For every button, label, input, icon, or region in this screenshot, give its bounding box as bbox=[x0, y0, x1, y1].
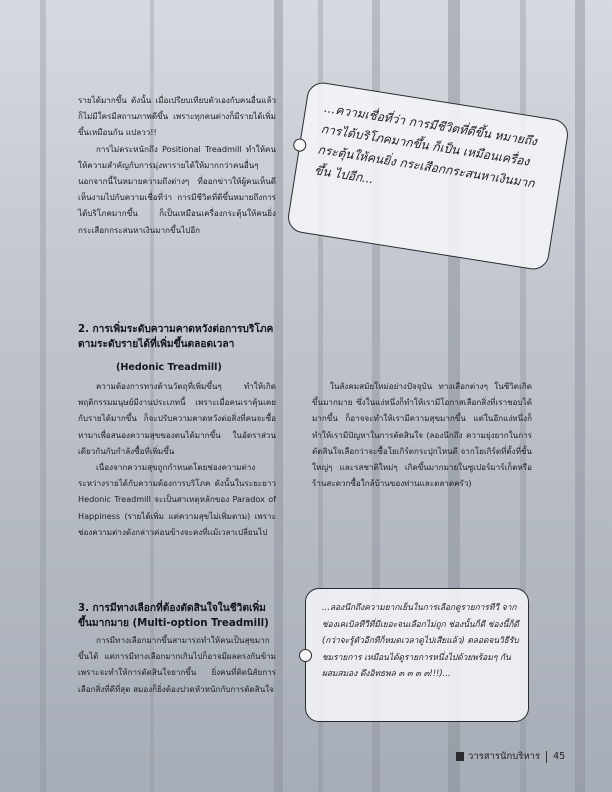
divider bbox=[546, 751, 547, 763]
paragraph: ความต้องการทางด้านวัตถุที่เพิ่มขึ้นๆ ทำให้เกิดพฤติกรรมมนุษย์มีงานประเภทนี้ เพราะเมื่อคนเราคุ้นเคยกับรายได้มากขึ้น ก็จะปรับความคาดหวังต่อสิ่งที่คนจะซื้อหามาเพื่อสนองความสุขของตนได้มากขึ้น ในอัตราส่วนเดียวกันกับกำลังซื้อที่เพิ่มขึ้น bbox=[78, 381, 276, 456]
left-column-bottom bbox=[78, 632, 276, 697]
section-heading-3: 3. การมีทางเลือกที่ต้องตัดสินใจในชีวิตเพิ่ม ขึ้นมากมาย (Multi-option Treadmill) bbox=[78, 603, 269, 629]
quote-box-1 bbox=[286, 80, 571, 271]
paragraph: การมีทางเลือกมากขึ้นสามารถทำให้คนเป็นสุขมากขึ้นได้ แต่การมีทางเลือกมากเกินไปก็อาจมีผลตรงกันข้าม เพราะจะทำให้การตัดสินใจยากขึ้น ยิ่งคนที่ติดนิสัยการเลือกสิ่งที่ดีที่สุด สมองก็ยิ่งต้องปวดหัวหนักกับการตัดสินใจ bbox=[78, 635, 276, 694]
section-heading-2: 2. การเพิ่มระดับความคาดหวังต่อการบริโภค ตามระดับรายได้ที่เพิ่มขึ้นตลอดเวลา bbox=[78, 324, 274, 350]
page-number: 45 bbox=[553, 751, 566, 762]
quote-text-1: ...ความเชื่อที่ว่า การมีชีวิตที่ดีขึ้น หมายถึงการได้บริโภคมากขึ้น ก็เป็น เหมือนเครื่องกระตุ้นให้คนยิ่ง กระเสือกกระสนหาเงินมากขึ้น ไปอีก... bbox=[313, 101, 539, 191]
bullet-circle-icon bbox=[299, 649, 312, 662]
paragraph: ในสังคมสมัยใหม่อย่างปัจจุบัน ทางเลือกต่างๆ ในชีวิตเกิดขึ้นมากมาย ซึ่งในแง่หนึ่งก็ทำให้เรามีโอกาสเลือกสิ่งที่เราชอบได้มากขึ้น ก็อาจจะทำให้เรามีความสุขมากขึ้น แต่ในอีกแง่หนึ่งก็ทำให้เรามีปัญหาในการตัดสินใจ (ลองนึกถึง ความยุ่งยากในการตัดสินใจเลือกว่าจะซื้อโยเกิร์ตกระปุกไหนดี จากโยเกิร์ตที่ตั้งที่ชั้นใหญ่ๆ และรสชาติใหม่ๆ เกิดขึ้นมากมายในซูเปอร์มาร์เก็ตหรือร้านสะดวกซื้อใกล้บ้านของท่านและตลาดครัว) bbox=[312, 381, 532, 489]
bookmark-icon bbox=[456, 752, 464, 761]
background-tree bbox=[40, 0, 46, 792]
journal-title: วารสารนักบริหาร bbox=[468, 751, 541, 762]
quote-box-2 bbox=[305, 588, 529, 722]
left-column-middle bbox=[78, 378, 276, 540]
paragraph: การไม่ตระหนักถึง Positional Treadmill ทำให้คนให้ความสำคัญกับการมุ่งหารายได้ให้มากกว่าคนอื่นๆ นอกจากนี้ในหมายความถึงต่างๆ ที่ออกข่าวให้ผู้คนเห็นดีเห็นงามไปกับความเชื่อที่ว่า การมีชีวิตที่ดีขึ้นหมายถึงการได้บริโภคมากขึ้น ก็เป็นเหมือนเครื่องกระตุ้นให้คนยิ่งกระเสือกกระสนหาเงินมากขึ้นไปอีก bbox=[78, 143, 276, 235]
left-column-top bbox=[78, 92, 276, 238]
paragraph: รายได้มากขึ้น ดังนั้น เมื่อเปรียบเทียบตัวเองกับคนอื่นแล้วก็ไม่มีใครมีสถานภาพดีขึ้น เพราะทุกคนต่างก็มีรายได้เพิ่มขึ้นเหมือนกัน แปลวว!! bbox=[78, 95, 276, 138]
right-column-text bbox=[312, 378, 532, 491]
background-tree bbox=[575, 0, 585, 792]
quote-text-2: ...ลองนึกถึงความยากเย็นในการเลือกดูรายการทีวี จากช่องเคเบิลทีวีที่มีเยอะจนเลือกไม่ถูก ช่องนั้นก็ดี ช่องนี้ก็ดี (กว่าจะรู้ตัวอีกทีก็หมดเวลาดูไปเสียแล้ว) ตลอดจนวิธีรับชมรายการ เหมือนได้ดูรายการหนึ่งไปด้วยพร้อมๆ กัน ผสมสมอง ดึงอิทธพล ๓ ๓ ๓ ๓!!!)... bbox=[322, 602, 519, 678]
page-footer bbox=[456, 749, 565, 764]
bullet-circle-icon bbox=[292, 138, 307, 153]
paragraph: เนื่องจากความสุขถูกกำหนดโดยช่องความต่างระหว่างรายได้กับความต้องการบริโภค ดังนั้นในระยะยาว Hedonic Treadmill จะเป็นสาเหตุหลักของ Paradox of Happiness (รายได้เพิ่ม แต่ความสุขไม่เพิ่มตาม) เพราะช่องความต่างดังกล่าวค่อนข้างจะคงที่แม้เวลาเปลี่ยนไป bbox=[78, 462, 276, 537]
section-subheading-2: (Hedonic Treadmill) bbox=[116, 362, 222, 373]
